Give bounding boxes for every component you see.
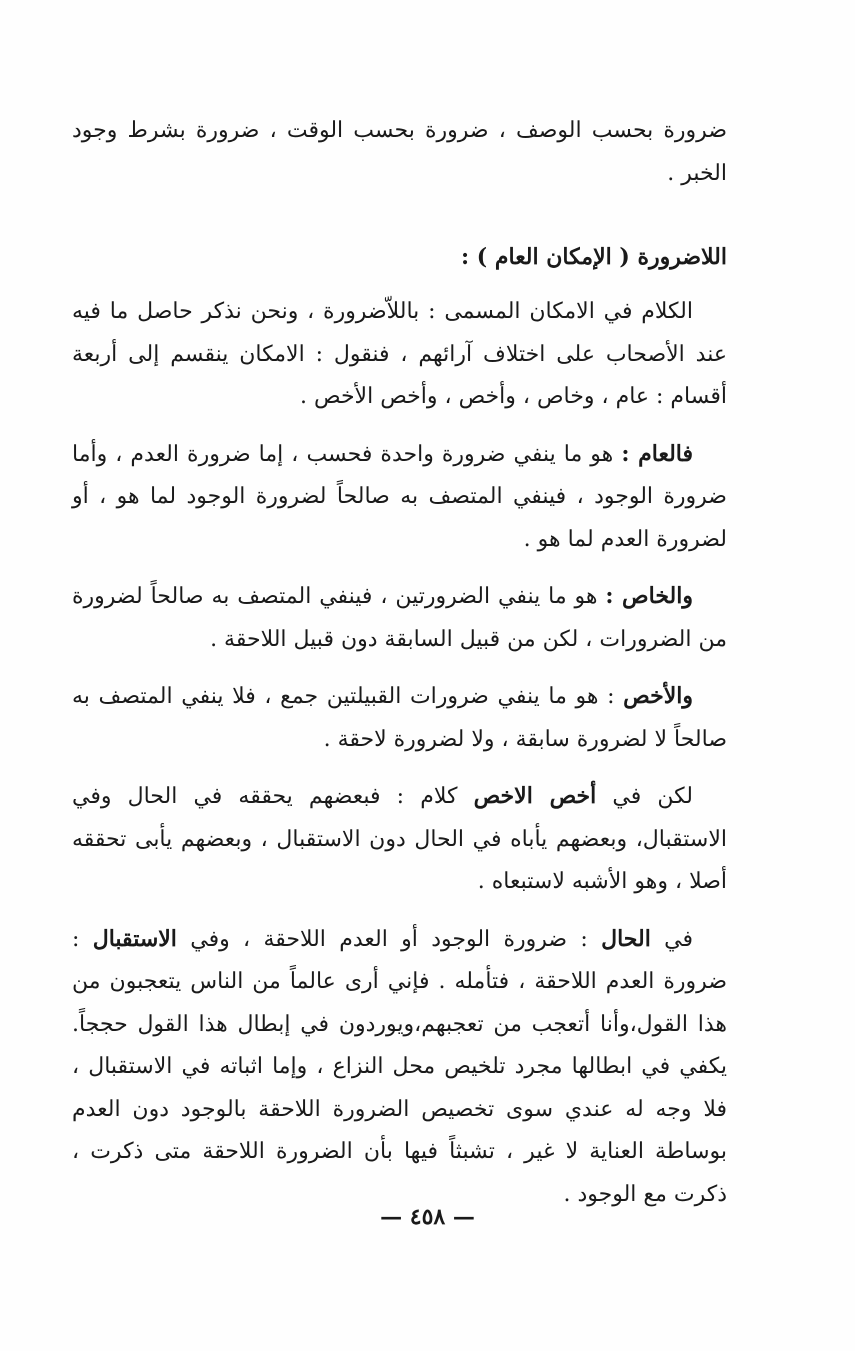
akhas-akhas-paragraph (72, 775, 727, 904)
kalam-text: الكلام في الامكان المسمى : باللاّضرورة ، ونحن نذكر حاصل ما فيه عند الأصحاب على اختلاف آرائهم ، فنقول : الامكان ينقسم إلى أربعة أقسام : عام ، وخاص ، وأخص ، وأخص الأخص . (72, 299, 727, 409)
hal-text: : ضرورة العدم اللاحقة ، فتأمله . فإني أرى عالماً من الناس يتعجبون من هذا القول،وأنا أتعجب من تعجبهم،ويوردون في إبطال هذا القول حججاً. يكفي في ابطالها مجرد تلخيص محل النزاع ، وإما اثباته في الاستقبال ، فلا وجه له عندي سوى تخصيص الضرورة اللاحقة بالوجود دون العدم بوساطة العناية لا غير ، تشبثاً فيها بأن الضرورة اللاحقة متى ذكرت ، ذكرت مع الوجود . (72, 926, 727, 1207)
hal-paragraph (72, 918, 727, 1217)
khas-term: والخاص : (605, 583, 693, 609)
section-heading-text: اللاضرورة ( الإمكان العام ) : (461, 244, 727, 270)
khas-paragraph (72, 575, 727, 661)
akhas-akhas-text: كلام : فبعضهم يحققه في الحال وفي الاستقبال، وبعضهم يأباه في الحال دون الاستقبال ، وبعضهم يأبى تحققه أصلا ، وهو الأشبه لاستبعاه . (72, 784, 727, 894)
section-heading (72, 237, 727, 277)
akhas-text: : هو ما ينفي ضرورات القبيلتين جمع ، فلا ينفي المتصف به صالحاً لا لضرورة سابقة ، ولا لضرورة لاحقة . (72, 684, 727, 752)
akhas-akhas-pre: لكن في (596, 784, 693, 809)
hal-mid: : ضرورة الوجود أو العدم اللاحقة ، وفي (176, 926, 602, 952)
aam-text: هو ما ينفي ضرورة واحدة فحسب ، إما ضرورة العدم ، وأما ضرورة الوجود ، فينفي المتصف به صالحاً لضرورة الوجود لما هو ، أو لضرورة العدم لما هو . (72, 441, 727, 552)
page-number: — ٤٥٨ — (380, 1204, 475, 1230)
akhas-paragraph (72, 675, 727, 761)
khas-text: هو ما ينفي الضرورتين ، فينفي المتصف به صالحاً لضرورة من الضرورات ، لكن من قبيل السابقة دون قبيل اللاحقة . (72, 584, 727, 652)
hal-term: الحال (601, 925, 651, 952)
istiqbal-term: الاستقبال (92, 925, 177, 952)
aam-paragraph (72, 433, 727, 562)
aam-term: فالعام : (621, 440, 694, 467)
intro-paragraph (72, 110, 727, 195)
akhas-term: والأخص (623, 683, 693, 709)
kalam-paragraph (72, 291, 727, 419)
intro-text: ضرورة بحسب الوصف ، ضرورة بحسب الوقت ، ضرورة بشرط وجود الخبر . (72, 118, 727, 186)
hal-pre: في (650, 926, 693, 952)
akhas-akhas-term: أخص الاخص (473, 783, 597, 809)
